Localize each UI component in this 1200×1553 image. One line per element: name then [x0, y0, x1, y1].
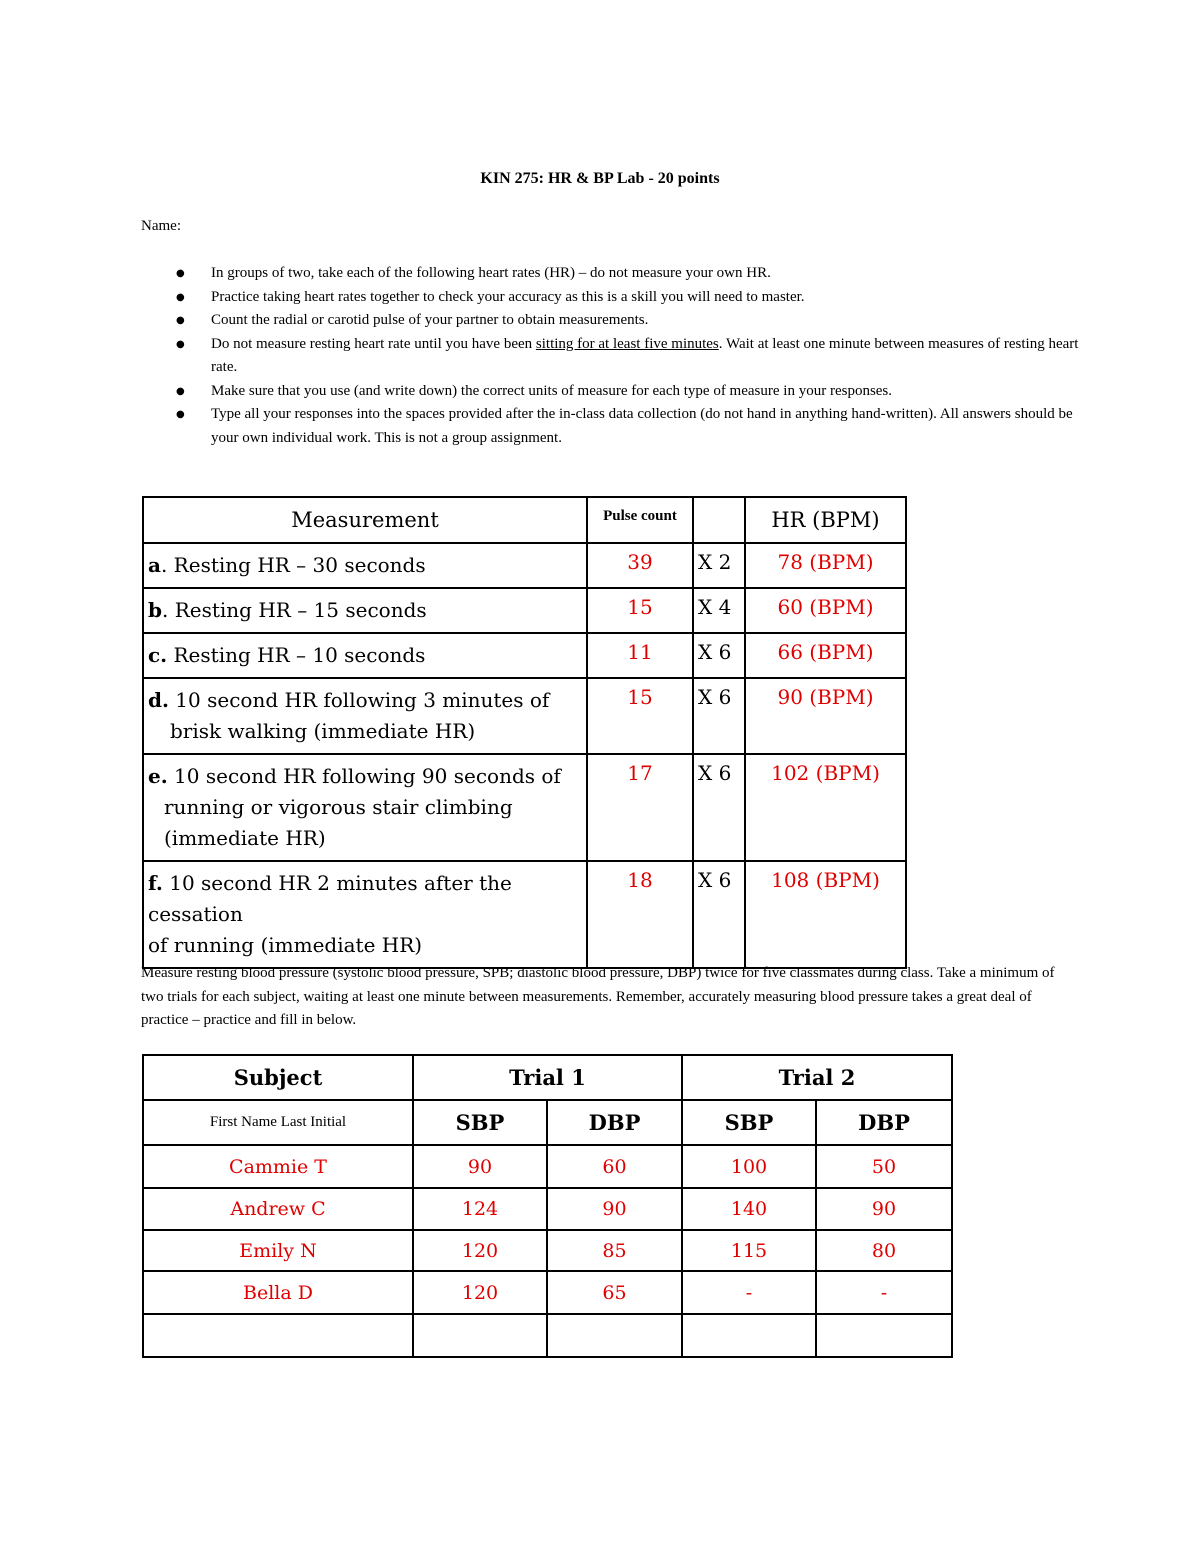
- hr-cell: 108 (BPM): [745, 861, 906, 968]
- measurement-text: . Resting HR – 30 seconds: [160, 553, 426, 577]
- multiplier-cell: X 4: [693, 588, 745, 633]
- subject-header: Subject: [143, 1055, 413, 1100]
- table-row: [143, 754, 906, 861]
- measurement-cell: [143, 633, 587, 678]
- dbp-header: DBP: [816, 1100, 952, 1145]
- hr-cell: 60 (BPM): [745, 588, 906, 633]
- dbp-cell: 90: [816, 1188, 952, 1230]
- pulse-cell: 15: [587, 678, 693, 754]
- sbp-cell: 90: [413, 1145, 547, 1188]
- table-row: [143, 1145, 952, 1188]
- list-item: [141, 333, 1081, 380]
- trial2-header: Trial 2: [682, 1055, 952, 1100]
- measurement-text: 10 second HR 2 minutes after the cessation: [148, 871, 512, 926]
- sbp-cell: 115: [682, 1230, 816, 1271]
- dbp-cell: 50: [816, 1145, 952, 1188]
- list-item: ● Practice taking heart rates together to check your accuracy as this is a skill you will need to master.: [141, 286, 1081, 310]
- pulse-cell: 11: [587, 633, 693, 678]
- bp-instructions: Measure resting blood pressure (systolic blood pressure, SPB; diastolic blood pressure, DBP) twice for five classmates during class. Take a minimum of two trials for each subject, waiting at least one minute between measurements. Remember, accurately measuring blood pressure takes a great deal of practice – practice and fill in below.: [141, 965, 1055, 1028]
- hr-cell: 66 (BPM): [745, 633, 906, 678]
- heart-rate-table: [142, 496, 907, 969]
- subject-cell: Bella D: [143, 1271, 413, 1314]
- underlined-text: sitting for at least five minutes: [535, 335, 719, 352]
- table-row: [143, 543, 906, 588]
- dbp-cell: 85: [547, 1230, 682, 1271]
- sbp-cell: -: [682, 1271, 816, 1314]
- sbp-cell: 124: [413, 1188, 547, 1230]
- list-item: ● Count the radial or carotid pulse of your partner to obtain measurements.: [141, 309, 1081, 333]
- measurement-cell: [143, 861, 587, 968]
- sbp-header: SBP: [413, 1100, 547, 1145]
- sbp-cell: 120: [413, 1271, 547, 1314]
- hr-cell: 102 (BPM): [745, 754, 906, 861]
- measurement-cell: [143, 678, 587, 754]
- dbp-cell: [547, 1314, 682, 1357]
- instruction-list: [141, 262, 1081, 450]
- sbp-cell: [413, 1314, 547, 1357]
- measurement-text: of running (immediate HR): [148, 933, 423, 957]
- subject-cell: [143, 1314, 413, 1357]
- instruction-text: . Wait at least one minute between measures of resting heart rate.: [211, 335, 1079, 375]
- hr-bpm-header: HR (BPM): [745, 497, 906, 543]
- table-row: [143, 633, 906, 678]
- dbp-cell: 60: [547, 1145, 682, 1188]
- measurement-text: (immediate HR): [164, 826, 326, 850]
- measurement-text: brisk walking (immediate HR): [170, 719, 476, 743]
- table-header-row: [143, 1055, 952, 1100]
- table-row: [143, 861, 906, 968]
- table-subheader-row: [143, 1100, 952, 1145]
- multiplier-cell: X 6: [693, 861, 745, 968]
- multiplier-cell: X 6: [693, 633, 745, 678]
- sbp-cell: 140: [682, 1188, 816, 1230]
- measurement-text: Resting HR – 10 seconds: [167, 643, 426, 667]
- sbp-cell: [682, 1314, 816, 1357]
- table-row: [143, 1271, 952, 1314]
- table-header-row: [143, 497, 906, 543]
- list-item: ● In groups of two, take each of the following heart rates (HR) – do not measure your own HR.: [141, 262, 1081, 286]
- measurement-text: 10 second HR following 90 seconds of: [167, 764, 561, 788]
- dbp-cell: 65: [547, 1271, 682, 1314]
- pulse-cell: 15: [587, 588, 693, 633]
- hr-cell: 90 (BPM): [745, 678, 906, 754]
- subject-cell: Andrew C: [143, 1188, 413, 1230]
- row-letter: b: [148, 598, 162, 622]
- dbp-cell: 90: [547, 1188, 682, 1230]
- subject-cell: Emily N: [143, 1230, 413, 1271]
- dbp-cell: 80: [816, 1230, 952, 1271]
- table-row: [143, 588, 906, 633]
- table-row: [143, 1188, 952, 1230]
- name-format-header: First Name Last Initial: [143, 1100, 413, 1145]
- subject-cell: Cammie T: [143, 1145, 413, 1188]
- pulse-cell: 18: [587, 861, 693, 968]
- name-label: Name:: [141, 218, 181, 234]
- table-row: [143, 1314, 952, 1357]
- measurement-text: . Resting HR – 15 seconds: [161, 598, 427, 622]
- measurement-cell: [143, 754, 587, 861]
- multiplier-cell: X 2: [693, 543, 745, 588]
- row-letter: c.: [148, 643, 168, 667]
- measurement-cell: [143, 543, 587, 588]
- dbp-cell: -: [816, 1271, 952, 1314]
- dbp-cell: [816, 1314, 952, 1357]
- sbp-cell: 120: [413, 1230, 547, 1271]
- hr-cell: 78 (BPM): [745, 543, 906, 588]
- blood-pressure-table: [142, 1054, 953, 1358]
- pulse-count-header: Pulse count: [587, 497, 693, 543]
- instruction-text: Do not measure resting heart rate until you have been: [211, 335, 536, 352]
- row-letter: e.: [148, 764, 168, 788]
- pulse-cell: 39: [587, 543, 693, 588]
- multiplier-header: [693, 497, 745, 543]
- table-row: [143, 1230, 952, 1271]
- measurement-text: running or vigorous stair climbing: [164, 795, 513, 819]
- list-item: ● Make sure that you use (and write down) the correct units of measure for each type of measure in your responses.: [141, 380, 1081, 404]
- multiplier-cell: X 6: [693, 754, 745, 861]
- row-letter: f.: [148, 871, 163, 895]
- measurement-header: Measurement: [143, 497, 587, 543]
- measurement-text: 10 second HR following 3 minutes of: [168, 688, 550, 712]
- page-title: KIN 275: HR & BP Lab - 20 points: [480, 170, 720, 187]
- dbp-header: DBP: [547, 1100, 682, 1145]
- list-item: ● Type all your responses into the spaces provided after the in-class data collection (do not hand in anything hand-written). All answers should be your own individual work. This is not a group assignment.: [141, 403, 1081, 450]
- trial1-header: Trial 1: [413, 1055, 682, 1100]
- row-letter: d.: [148, 688, 169, 712]
- multiplier-cell: X 6: [693, 678, 745, 754]
- sbp-cell: 100: [682, 1145, 816, 1188]
- sbp-header: SBP: [682, 1100, 816, 1145]
- pulse-cell: 17: [587, 754, 693, 861]
- measurement-cell: [143, 588, 587, 633]
- table-row: [143, 678, 906, 754]
- row-letter: a: [148, 553, 161, 577]
